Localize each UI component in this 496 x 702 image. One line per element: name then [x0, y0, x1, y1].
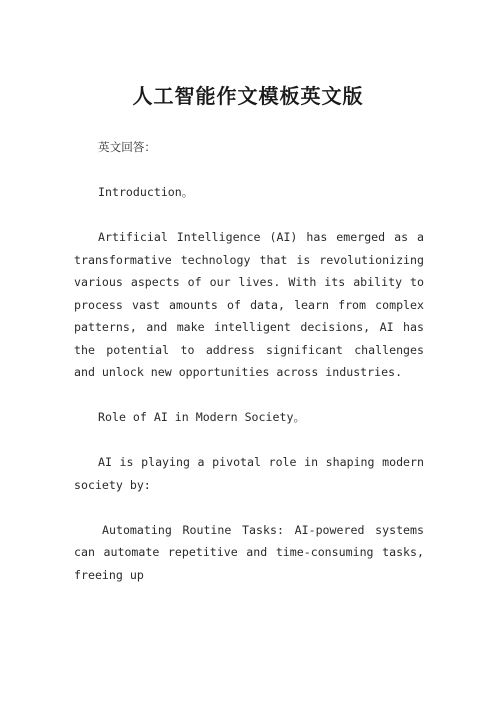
intro-paragraph: Artificial Intelligence (AI) has emerged as a transformative technology that is revolutionizing various aspects of our lives. With its ability to process vast amounts of data, learn from complex patterns, and make intelligent decisions, AI has the potential to address significant challenges and unlock new opportunities across industries.	[74, 230, 424, 379]
role-heading: Role of AI in Modern Society。	[98, 410, 306, 424]
role-paragraph: AI is playing a pivotal role in shaping modern society by:	[74, 455, 424, 492]
answer-label: 英文回答：	[98, 140, 156, 154]
document-body	[74, 136, 424, 609]
bullet-automating: Automating Routine Tasks: AI-powered systems can automate repetitive and time-consuming tasks, freeing up	[74, 522, 424, 582]
page-title: 人工智能作文模板英文版	[132, 84, 364, 108]
introduction-heading: Introduction。	[98, 185, 194, 199]
